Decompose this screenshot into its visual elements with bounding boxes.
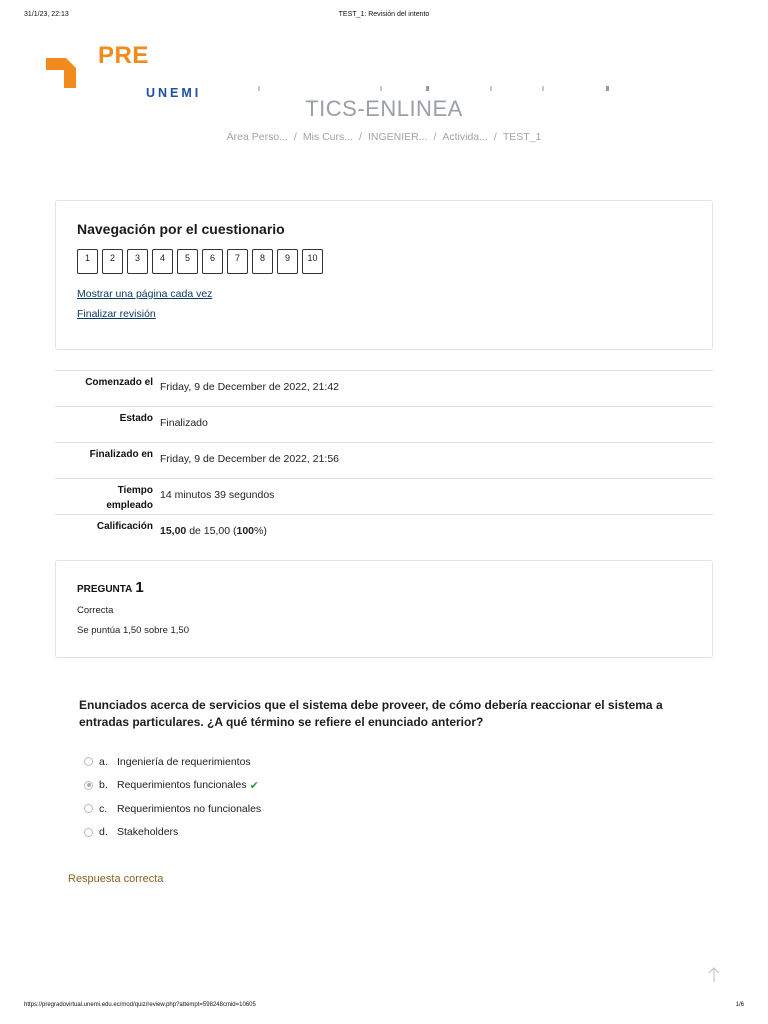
breadcrumb: Área Perso... / Mis Curs... / INGENIER... / Activida... / TEST_1: [226, 131, 542, 143]
logo-text-unemi: UNEMI: [146, 86, 202, 100]
question-button-9[interactable]: 9: [277, 249, 298, 274]
summary-value: Finalizado: [160, 417, 208, 429]
question-button-2[interactable]: 2: [102, 249, 123, 274]
summary-label: Estado: [119, 413, 153, 424]
option-letter: c.: [99, 802, 108, 815]
question-button-7[interactable]: 7: [227, 249, 248, 274]
question-label: PREGUNTA: [77, 584, 133, 595]
radio-button[interactable]: [84, 757, 93, 766]
question-button-5[interactable]: 5: [177, 249, 198, 274]
logo-mark-icon: [46, 58, 78, 88]
question-button-8[interactable]: 8: [252, 249, 273, 274]
option-letter: b.: [99, 779, 108, 792]
print-url: https://pregradovirtual.unemi.edu.ec/mod/quiz/review.php?attempt=598248cmid=10605: [24, 1002, 256, 1008]
answer-option-d[interactable]: [84, 821, 261, 845]
grade-percent: 100: [236, 525, 255, 537]
radio-button[interactable]: [84, 804, 93, 813]
grade-score: 15,00: [160, 525, 187, 537]
arrow-up-icon[interactable]: [706, 966, 722, 984]
answer-option-a[interactable]: [84, 750, 261, 774]
summary-row-finished: [55, 442, 713, 478]
logo-text-pre: PRE: [98, 42, 149, 69]
breadcrumb-item[interactable]: Área Perso...: [226, 131, 288, 143]
summary-row-grade: [55, 514, 713, 550]
site-title: TICS-ENLINEA: [305, 96, 463, 121]
breadcrumb-item[interactable]: Mis Curs...: [302, 131, 354, 143]
show-one-page-link[interactable]: Mostrar una página cada vez: [77, 288, 213, 300]
question-header: [77, 579, 144, 596]
question-button-6[interactable]: 6: [202, 249, 223, 274]
summary-label: [57, 483, 153, 513]
breadcrumb-item[interactable]: INGENIER...: [367, 131, 428, 143]
answer-option-b[interactable]: [84, 774, 261, 798]
option-text: Requerimientos funcionales: [117, 779, 247, 792]
summary-value: Friday, 9 de December de 2022, 21:42: [160, 381, 339, 393]
summary-label: Finalizado en: [89, 449, 153, 460]
answer-feedback: Respuesta correcta: [68, 873, 164, 885]
quiz-navigation-card: [55, 200, 713, 350]
question-state: Correcta: [77, 605, 114, 616]
summary-value: Friday, 9 de December de 2022, 21:56: [160, 453, 339, 465]
check-icon: ✔: [249, 779, 259, 792]
question-button-10[interactable]: 10: [302, 249, 323, 274]
attempt-summary-table: [55, 370, 713, 550]
header-nav-remnants: [230, 86, 670, 92]
question-button-3[interactable]: 3: [127, 249, 148, 274]
summary-value: 14 minutos 39 segundos: [160, 489, 275, 501]
option-text: Stakeholders: [117, 826, 179, 839]
summary-label: Calificación: [96, 521, 153, 532]
summary-row-time: [55, 478, 713, 514]
site-logo[interactable]: [46, 42, 226, 102]
option-text: Requerimientos no funcionales: [117, 802, 262, 815]
summary-value: [160, 525, 267, 537]
option-text: Ingeniería de requerimientos: [117, 755, 251, 768]
radio-button[interactable]: [84, 828, 93, 837]
grade-text: de 15,00 (: [186, 525, 237, 537]
option-letter: d.: [99, 826, 108, 839]
print-header: [0, 11, 768, 21]
question-points: Se puntúa 1,50 sobre 1,50: [77, 625, 189, 636]
answer-options: [84, 750, 261, 844]
question-text: Enunciados acerca de servicios que el sistema debe proveer, de cómo debería reaccionar el sistema a entradas particulares. ¿A qué término se refiere el enunciado anterior?: [79, 698, 663, 729]
print-doc-title: TEST_1: Revisión del intento: [338, 11, 430, 18]
summary-label-line: Tiempo: [117, 485, 153, 496]
question-number: 1: [135, 579, 144, 596]
question-button-1[interactable]: 1: [77, 249, 98, 274]
print-page-number: 1/6: [735, 1002, 744, 1008]
breadcrumb-item-current[interactable]: TEST_1: [502, 131, 542, 143]
summary-label: Comenzado el: [85, 377, 153, 388]
question-buttons: [77, 249, 323, 274]
radio-button-checked[interactable]: [84, 781, 93, 790]
answer-option-c[interactable]: [84, 797, 261, 821]
finish-review-link[interactable]: Finalizar revisión: [77, 308, 156, 320]
quiz-navigation-title: Navegación por el cuestionario: [77, 221, 285, 237]
grade-text: %): [254, 525, 267, 537]
summary-row-state: [55, 406, 713, 442]
summary-row-started: [55, 370, 713, 406]
question-button-4[interactable]: 4: [152, 249, 173, 274]
summary-label-line: empleado: [106, 500, 153, 511]
question-info-card: [55, 560, 713, 658]
option-letter: a.: [99, 755, 108, 768]
print-date: 31/1/23, 22:13: [24, 11, 69, 18]
breadcrumb-item[interactable]: Activida...: [442, 131, 488, 143]
